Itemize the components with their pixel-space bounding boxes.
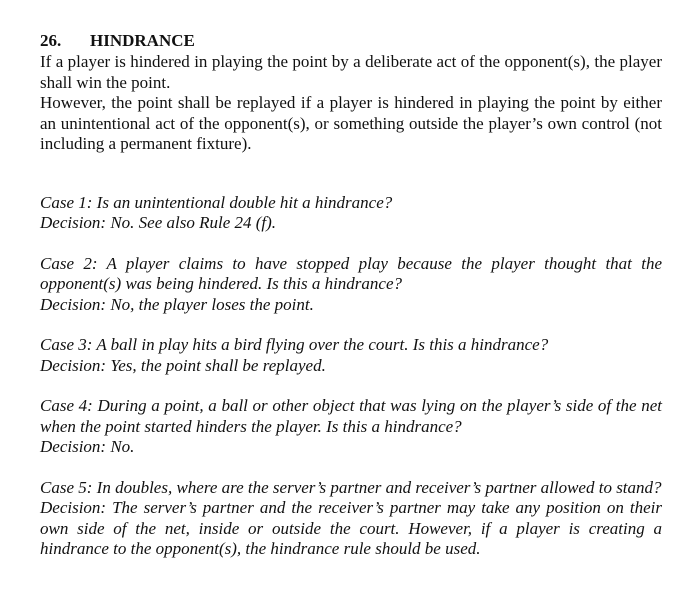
case-2 — [40, 254, 662, 316]
case-decision: Decision: No. See also Rule 24 (f). — [40, 213, 277, 232]
case-decision: Decision: No. — [40, 437, 135, 456]
case-decision: Decision: No, the player loses the point. — [40, 294, 314, 314]
case-decision: Decision: The server’s partner and the receiver’s partner may take any position on their own side of the net, inside or outside the court. However, if a player is creating a hindrance to the opponent(s), the hindrance rule should be used. — [40, 498, 662, 558]
case-1 — [40, 193, 662, 234]
rule-number: 26. — [40, 31, 62, 50]
spacer — [40, 155, 662, 173]
case-4 — [40, 396, 662, 458]
rule-paragraph-2: However, the point shall be replayed if a player is hindered in playing the point by either an unintentional act of the opponent(s), or something outside the player’s own control (not including a permanent fixture). — [40, 93, 662, 153]
case-question: Case 5: In doubles, where are the server’s partner and receiver’s partner allowed to stand? — [40, 477, 662, 497]
case-5 — [40, 478, 662, 560]
case-3 — [40, 335, 662, 376]
case-question: Case 3: A ball in play hits a bird flying over the court. Is this a hindrance? — [40, 335, 549, 354]
rule-title: HINDRANCE — [90, 31, 195, 50]
case-question: Case 2: A player claims to have stopped play because the player thought that the opponent(s) was being hindered. Is this a hindrance? — [40, 253, 662, 293]
rule-heading — [40, 30, 662, 52]
case-decision: Decision: Yes, the point shall be replayed. — [40, 355, 326, 375]
case-question: Case 4: During a point, a ball or other object that was lying on the player’s side of the net when the point started hinders the player. Is this a hindrance? — [40, 396, 662, 436]
case-question: Case 1: Is an unintentional double hit a hindrance? — [40, 192, 393, 212]
rule-paragraph-1: If a player is hindered in playing the point by a deliberate act of the opponent(s), the player shall win the point. — [40, 52, 662, 92]
